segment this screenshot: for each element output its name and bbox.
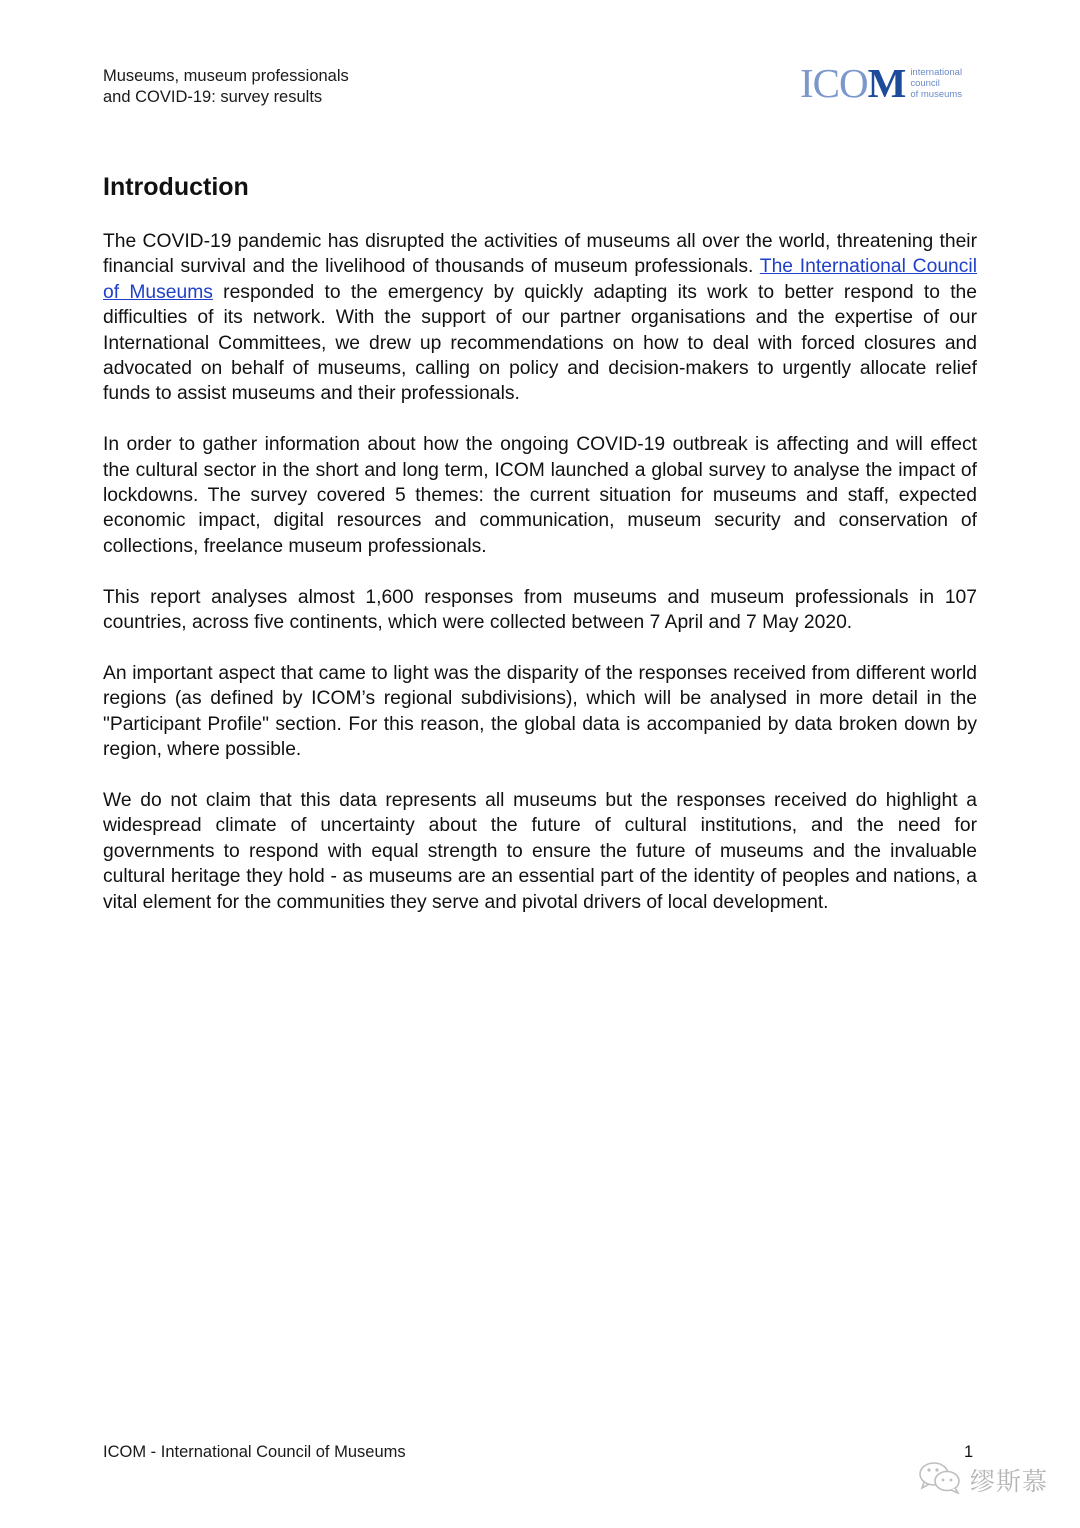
logo-mark-dark: M xyxy=(867,60,906,106)
watermark xyxy=(918,1460,1048,1499)
icom-logo xyxy=(800,62,962,104)
paragraph-3: This report analyses almost 1,600 responses from museums and museum professionals in 107 countries, across five continents, which were collected between 7 April and 7 May 2020. xyxy=(103,586,977,634)
watermark-text: 缪斯慕 xyxy=(970,1466,1049,1496)
logo-mark-light: ICO xyxy=(800,60,868,106)
wechat-icon xyxy=(918,1460,964,1499)
header-title-line-1: Museums, museum professionals xyxy=(103,67,349,85)
header-title-line-2: and COVID-19: survey results xyxy=(103,88,323,106)
paragraph-1-before-link: The COVID-19 pandemic has disrupted the activities of museums all over the world, threatening their financial survival and the livelihood of thousands of museum professionals. xyxy=(103,231,977,278)
icom-logo-text xyxy=(910,67,962,100)
logo-text-line-2: council xyxy=(910,77,940,89)
logo-text-line-3: of museums xyxy=(910,88,963,100)
footer-organization: ICOM - International Council of Museums xyxy=(103,1443,406,1461)
page-number: 1 xyxy=(964,1443,974,1461)
section-heading: Introduction xyxy=(103,173,249,201)
icom-link[interactable]: The International Council of Museums xyxy=(103,256,977,303)
logo-text-line-1: international xyxy=(910,66,963,78)
paragraph-2: In order to gather information about how the ongoing COVID-19 outbreak is affecting and will effect the cultural sector in the short and long term, ICOM launched a global survey to analyse the impact of lockdowns. The survey covered 5 themes: the current situation for museums and staff, expected economic impact, digital resources and communication, museum security and conservation of collections, freelance museum professionals. xyxy=(103,434,977,557)
paragraph-4: An important aspect that came to light was the disparity of the responses received from different world regions (as defined by ICOM’s regional subdivisions), which will be analysed in more detail in the "Participant Profile" section. For this reason, the global data is accompanied by data broken down by region, where possible. xyxy=(103,662,977,761)
paragraph-1-after-link: responded to the emergency by quickly adapting its work to better respond to the difficulties of its network. With the support of our partner organisations and the expertise of our International Committees, we drew up recommendations on how to deal with forced closures and advocated on behalf of museums, calling on policy and decision-makers to urgently allocate relief funds to assist museums and their professionals. xyxy=(103,281,977,405)
body-content xyxy=(103,229,977,940)
paragraph-5: We do not claim that this data represents all museums but the responses received do highlight a widespread climate of uncertainty about the future of cultural institutions, and the need for governments to respond with equal strength to ensure the future of museums and the invaluable cultural heritage they hold - as museums are an essential part of the identity of peoples and nations, a vital element for the communities they serve and pivotal drivers of local development. xyxy=(103,789,977,913)
icom-logo-mark xyxy=(800,60,906,106)
paragraph-1 xyxy=(103,229,977,407)
document-header-title xyxy=(103,66,349,108)
